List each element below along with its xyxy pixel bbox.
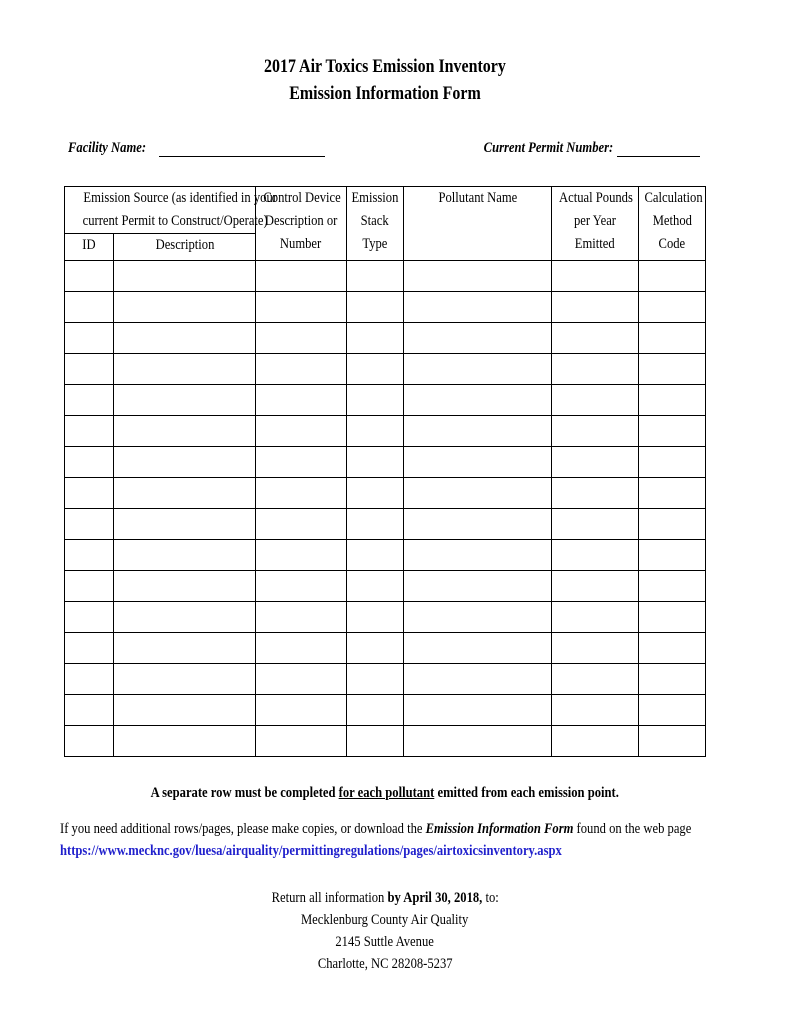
cell-stack-type[interactable] — [347, 416, 404, 447]
cell-calculation-method[interactable] — [639, 509, 706, 540]
cell-description[interactable] — [114, 695, 256, 726]
cell-pollutant-name[interactable] — [404, 478, 552, 509]
note-text-start: A separate row must be completed — [150, 785, 339, 801]
cell-pollutant-name[interactable] — [404, 447, 552, 478]
facility-name-field[interactable] — [68, 140, 325, 157]
note-text-end: emitted from each emission point. — [434, 785, 620, 801]
header-control-device: Control Device Description or Number — [256, 187, 347, 261]
return-instructions — [0, 890, 770, 907]
cell-stack-type[interactable] — [347, 323, 404, 354]
cell-description[interactable] — [114, 664, 256, 695]
address-agency: Mecklenburg County Air Quality — [301, 912, 469, 928]
cell-calculation-method[interactable] — [639, 447, 706, 478]
cell-description[interactable] — [114, 571, 256, 602]
return-text-end: to: — [482, 890, 499, 906]
form-subtitle: Emission Information Form — [289, 83, 481, 104]
cell-actual-pounds[interactable] — [552, 261, 639, 292]
table-row — [65, 447, 706, 478]
cell-stack-type[interactable] — [347, 633, 404, 664]
header-id: ID — [65, 234, 114, 261]
emission-inventory-table — [64, 186, 706, 757]
cell-actual-pounds[interactable] — [552, 447, 639, 478]
cell-id[interactable] — [65, 695, 114, 726]
cell-id[interactable] — [65, 664, 114, 695]
cell-calculation-method[interactable] — [639, 478, 706, 509]
table-row — [65, 540, 706, 571]
cell-calculation-method[interactable] — [639, 354, 706, 385]
header-emission-source: Emission Source (as identified in your current Permit to Construct/Operate) — [65, 187, 256, 234]
cell-stack-type[interactable] — [347, 478, 404, 509]
cell-id[interactable] — [65, 385, 114, 416]
cell-pollutant-name[interactable] — [404, 416, 552, 447]
cell-actual-pounds[interactable] — [552, 323, 639, 354]
cell-id[interactable] — [65, 571, 114, 602]
cell-pollutant-name[interactable] — [404, 633, 552, 664]
cell-stack-type[interactable] — [347, 509, 404, 540]
table-row — [65, 571, 706, 602]
cell-description[interactable] — [114, 602, 256, 633]
cell-description[interactable] — [114, 447, 256, 478]
cell-pollutant-name[interactable] — [404, 571, 552, 602]
table-row — [65, 633, 706, 664]
cell-calculation-method[interactable] — [639, 571, 706, 602]
address-city: Charlotte, NC 28208-5237 — [317, 956, 453, 972]
cell-description[interactable] — [114, 323, 256, 354]
cell-actual-pounds[interactable] — [552, 571, 639, 602]
cell-control-device[interactable] — [256, 478, 347, 509]
cell-actual-pounds[interactable] — [552, 509, 639, 540]
cell-calculation-method[interactable] — [639, 323, 706, 354]
cell-control-device[interactable] — [256, 509, 347, 540]
permit-number-blank[interactable] — [617, 142, 700, 157]
cell-pollutant-name[interactable] — [404, 695, 552, 726]
cell-control-device[interactable] — [256, 664, 347, 695]
cell-stack-type[interactable] — [347, 292, 404, 323]
cell-pollutant-name[interactable] — [404, 726, 552, 757]
cell-description[interactable] — [114, 633, 256, 664]
table-row — [65, 602, 706, 633]
form-title: 2017 Air Toxics Emission Inventory — [264, 56, 506, 77]
permit-number-label: Current Permit Number: — [483, 140, 614, 156]
permit-number-field[interactable] — [459, 140, 700, 157]
inventory-web-link[interactable]: https://www.mecknc.gov/luesa/airquality/permittingregulations/pages/airtoxicsinventory.aspx — [60, 843, 562, 859]
cell-calculation-method[interactable] — [639, 695, 706, 726]
cell-control-device[interactable] — [256, 447, 347, 478]
cell-control-device[interactable] — [256, 540, 347, 571]
return-deadline: by April 30, 2018, — [387, 890, 483, 906]
cell-actual-pounds[interactable] — [552, 602, 639, 633]
facility-name-blank[interactable] — [159, 142, 325, 157]
cell-actual-pounds[interactable] — [552, 354, 639, 385]
cell-description[interactable] — [114, 416, 256, 447]
cell-id[interactable] — [65, 633, 114, 664]
cell-control-device[interactable] — [256, 726, 347, 757]
cell-control-device[interactable] — [256, 695, 347, 726]
cell-description[interactable] — [114, 292, 256, 323]
cell-control-device[interactable] — [256, 416, 347, 447]
header-description: Description — [114, 234, 256, 261]
header-calculation-method: Calculation Method Code — [639, 187, 706, 261]
cell-pollutant-name[interactable] — [404, 354, 552, 385]
cell-pollutant-name[interactable] — [404, 261, 552, 292]
cell-id[interactable] — [65, 602, 114, 633]
cell-calculation-method[interactable] — [639, 726, 706, 757]
cell-actual-pounds[interactable] — [552, 292, 639, 323]
facility-name-label: Facility Name: — [68, 140, 147, 156]
cell-description[interactable] — [114, 354, 256, 385]
table-row — [65, 354, 706, 385]
table-row — [65, 385, 706, 416]
cell-stack-type[interactable] — [347, 385, 404, 416]
cell-control-device[interactable] — [256, 602, 347, 633]
cell-calculation-method[interactable] — [639, 385, 706, 416]
cell-control-device[interactable] — [256, 633, 347, 664]
cell-actual-pounds[interactable] — [552, 633, 639, 664]
cell-id[interactable] — [65, 416, 114, 447]
cell-stack-type[interactable] — [347, 540, 404, 571]
table-row — [65, 695, 706, 726]
more-text-start: If you need additional rows/pages, please make copies, or download the — [60, 821, 426, 837]
table-row — [65, 292, 706, 323]
cell-control-device[interactable] — [256, 292, 347, 323]
cell-control-device[interactable] — [256, 385, 347, 416]
cell-actual-pounds[interactable] — [552, 478, 639, 509]
cell-actual-pounds[interactable] — [552, 540, 639, 571]
cell-calculation-method[interactable] — [639, 261, 706, 292]
cell-calculation-method[interactable] — [639, 540, 706, 571]
cell-stack-type[interactable] — [347, 695, 404, 726]
cell-id[interactable] — [65, 261, 114, 292]
cell-id[interactable] — [65, 292, 114, 323]
cell-actual-pounds[interactable] — [552, 664, 639, 695]
table-body — [65, 261, 706, 757]
cell-control-device[interactable] — [256, 571, 347, 602]
cell-description[interactable] — [114, 509, 256, 540]
cell-calculation-method[interactable] — [639, 602, 706, 633]
cell-calculation-method[interactable] — [639, 664, 706, 695]
table-row — [65, 509, 706, 540]
cell-id[interactable] — [65, 447, 114, 478]
cell-calculation-method[interactable] — [639, 416, 706, 447]
address-street: 2145 Suttle Avenue — [335, 934, 435, 950]
cell-description[interactable] — [114, 540, 256, 571]
header-stack-type: Emission Stack Type — [347, 187, 404, 261]
cell-pollutant-name[interactable] — [404, 292, 552, 323]
cell-description[interactable] — [114, 385, 256, 416]
cell-pollutant-name[interactable] — [404, 602, 552, 633]
cell-stack-type[interactable] — [347, 664, 404, 695]
cell-id[interactable] — [65, 726, 114, 757]
cell-calculation-method[interactable] — [639, 633, 706, 664]
table-row — [65, 478, 706, 509]
cell-control-device[interactable] — [256, 354, 347, 385]
table-row — [65, 664, 706, 695]
cell-actual-pounds[interactable] — [552, 416, 639, 447]
cell-id[interactable] — [65, 540, 114, 571]
header-actual-pounds: Actual Pounds per Year Emitted — [552, 187, 639, 261]
cell-pollutant-name[interactable] — [404, 509, 552, 540]
cell-pollutant-name[interactable] — [404, 385, 552, 416]
separate-row-note — [0, 785, 770, 802]
cell-id[interactable] — [65, 509, 114, 540]
table-row — [65, 416, 706, 447]
more-text-form-name: Emission Information Form — [425, 821, 574, 837]
cell-id[interactable] — [65, 354, 114, 385]
cell-description[interactable] — [114, 478, 256, 509]
cell-control-device[interactable] — [256, 323, 347, 354]
table-row — [65, 261, 706, 292]
cell-stack-type[interactable] — [347, 354, 404, 385]
return-text-start: Return all information — [271, 890, 388, 906]
cell-control-device[interactable] — [256, 261, 347, 292]
cell-description[interactable] — [114, 726, 256, 757]
cell-actual-pounds[interactable] — [552, 726, 639, 757]
table-header-row-top — [65, 187, 706, 234]
additional-pages-note — [60, 821, 812, 838]
cell-stack-type[interactable] — [347, 726, 404, 757]
cell-id[interactable] — [65, 323, 114, 354]
cell-stack-type[interactable] — [347, 571, 404, 602]
more-text-end: found on the web page — [573, 821, 692, 837]
cell-actual-pounds[interactable] — [552, 695, 639, 726]
cell-actual-pounds[interactable] — [552, 385, 639, 416]
header-pollutant-name: Pollutant Name — [404, 187, 552, 261]
cell-id[interactable] — [65, 478, 114, 509]
cell-stack-type[interactable] — [347, 602, 404, 633]
cell-calculation-method[interactable] — [639, 292, 706, 323]
note-text-underlined: for each pollutant — [338, 785, 435, 801]
cell-stack-type[interactable] — [347, 447, 404, 478]
cell-description[interactable] — [114, 261, 256, 292]
table-row — [65, 726, 706, 757]
cell-pollutant-name[interactable] — [404, 664, 552, 695]
cell-pollutant-name[interactable] — [404, 540, 552, 571]
cell-stack-type[interactable] — [347, 261, 404, 292]
cell-pollutant-name[interactable] — [404, 323, 552, 354]
table-row — [65, 323, 706, 354]
